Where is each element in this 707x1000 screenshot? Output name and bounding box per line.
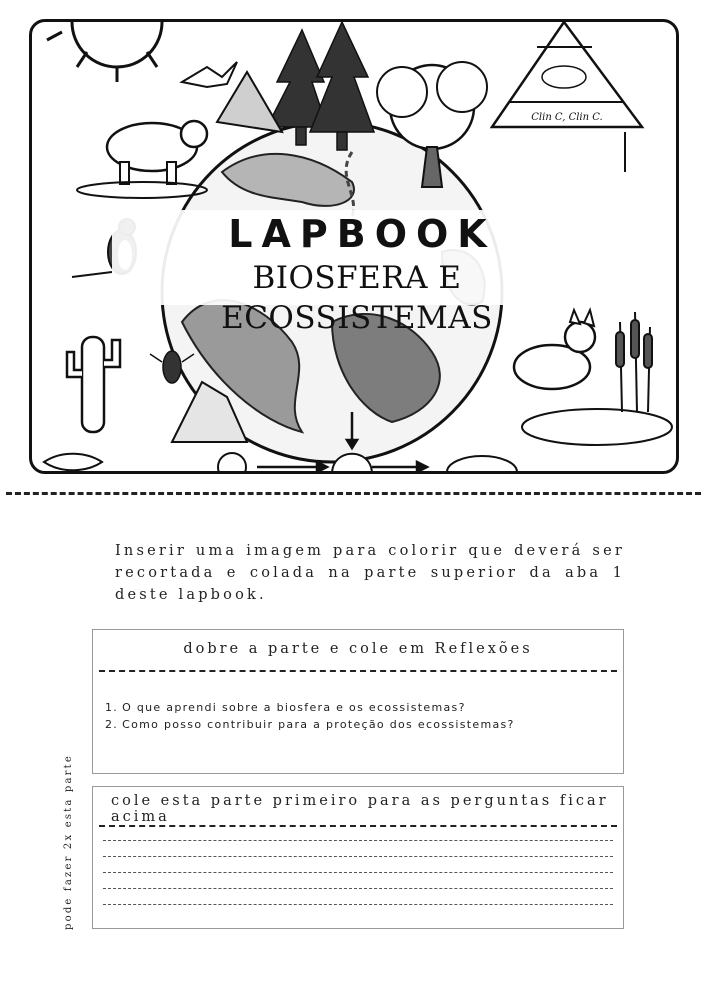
list-item: 1. O que aprendi sobre a biosfera e os ecossistemas? <box>105 701 466 714</box>
writing-line <box>103 840 613 841</box>
cattail-icon <box>616 312 652 412</box>
title-band <box>112 210 602 336</box>
reflections-heading: dobre a parte e cole em Reflexões <box>183 641 533 657</box>
sun-icon <box>47 22 162 82</box>
food-pyramid-icon <box>492 22 642 172</box>
writing-line <box>103 872 613 873</box>
writing-line <box>103 888 613 889</box>
bird-icon <box>182 62 237 87</box>
cactus-icon <box>67 337 120 432</box>
instruction-text: Inserir uma imagem para colorir que deverá ser recortada e colada na parte superior da aba 1 deste lapbook. <box>115 543 625 603</box>
cover-card <box>29 19 679 474</box>
questions-list <box>93 672 623 733</box>
cut-line-divider <box>6 492 701 495</box>
page-title: LAPBOOK <box>228 212 496 256</box>
fish-icon <box>44 454 102 471</box>
polar-bear-icon <box>77 121 207 198</box>
writing-line <box>103 856 613 857</box>
writing-lines <box>93 827 623 905</box>
answer-box-heading: cole esta parte primeiro para as perguntas ficar acima <box>111 793 609 825</box>
answer-box <box>92 786 624 929</box>
writing-line <box>103 904 613 905</box>
side-note: pode fazer 2x esta parte <box>63 754 74 930</box>
list-item: 2. Como posso contribuir para a proteção dos ecossistemas? <box>105 718 515 731</box>
pyramid-label: Clin C, Clin C. <box>531 112 603 123</box>
reflections-box <box>92 629 624 774</box>
page-subtitle: BIOSFERA E ECOSSISTEMAS <box>221 260 493 336</box>
